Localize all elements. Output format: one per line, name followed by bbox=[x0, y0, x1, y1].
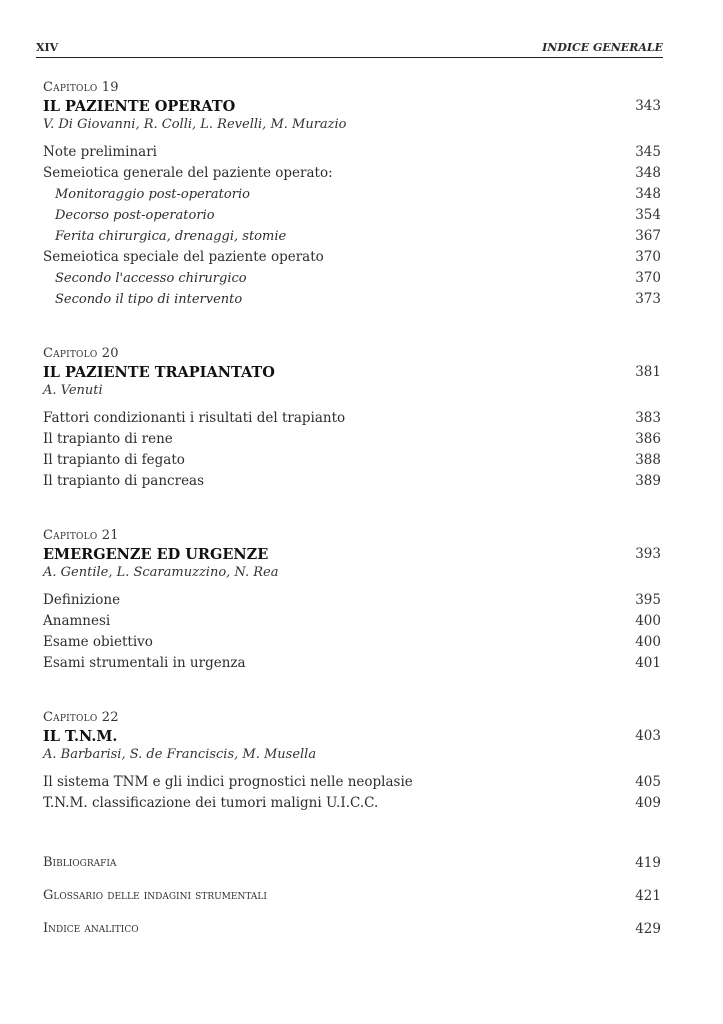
entry-text: Anamnesi bbox=[43, 613, 111, 629]
chapter-title: IL PAZIENTE OPERATO bbox=[43, 98, 236, 115]
entry-page: 354 bbox=[635, 207, 661, 223]
toc-subentry[interactable] bbox=[43, 226, 661, 247]
chapter-22 bbox=[43, 710, 661, 814]
toc-entry[interactable] bbox=[43, 772, 661, 793]
entry-page: 386 bbox=[635, 431, 661, 447]
entry-page: 373 bbox=[635, 291, 661, 307]
entry-page: 345 bbox=[635, 144, 661, 160]
entry-page: 419 bbox=[635, 855, 661, 871]
toc-subentry[interactable] bbox=[43, 289, 661, 310]
entry-text: Fattori condizionanti i risultati del trapianto bbox=[43, 410, 346, 426]
entry-page: 400 bbox=[635, 613, 661, 629]
chapter-label: Capitolo 20 bbox=[43, 346, 119, 361]
entry-page: 395 bbox=[635, 592, 661, 608]
chapter-authors: A. Gentile, L. Scaramuzzino, N. Rea bbox=[43, 565, 279, 580]
entry-text: Il sistema TNM e gli indici prognostici nelle neoplasie bbox=[43, 774, 413, 790]
toc-entry[interactable] bbox=[43, 653, 661, 674]
toc-entry[interactable] bbox=[43, 450, 661, 471]
entry-text: Monitoraggio post-operatorio bbox=[55, 187, 250, 202]
chapter-authors: A. Venuti bbox=[43, 383, 103, 398]
running-head bbox=[36, 41, 663, 57]
entry-text: Ferita chirurgica, drenaggi, stomie bbox=[55, 229, 287, 244]
chapter-title: IL T.N.M. bbox=[43, 728, 118, 745]
chapter-page: 403 bbox=[635, 728, 661, 744]
toc-subentry[interactable] bbox=[43, 205, 661, 226]
entry-page: 367 bbox=[635, 228, 661, 244]
chapter-title-row[interactable] bbox=[43, 96, 661, 116]
page-roman-numeral: XIV bbox=[36, 41, 59, 54]
entry-text: T.N.M. classificazione dei tumori maligni U.I.C.C. bbox=[43, 795, 379, 811]
entry-text: Note preliminari bbox=[43, 144, 157, 160]
chapter-title-row[interactable] bbox=[43, 544, 661, 564]
entry-page: 388 bbox=[635, 452, 661, 468]
chapter-19 bbox=[43, 80, 661, 310]
toc-entry[interactable] bbox=[43, 247, 661, 268]
chapter-page: 393 bbox=[635, 546, 661, 562]
chapter-authors: V. Di Giovanni, R. Colli, L. Revelli, M. Murazio bbox=[43, 117, 347, 132]
toc-entry[interactable] bbox=[43, 611, 661, 632]
entry-text: Definizione bbox=[43, 592, 121, 608]
toc-entry[interactable] bbox=[43, 793, 661, 814]
entry-page: 383 bbox=[635, 410, 661, 426]
chapter-label: Capitolo 19 bbox=[43, 80, 119, 95]
entry-page: 409 bbox=[635, 795, 661, 811]
chapter-21 bbox=[43, 528, 661, 674]
toc-bibliography[interactable] bbox=[43, 852, 661, 874]
toc-subentry[interactable] bbox=[43, 268, 661, 289]
entry-page: 348 bbox=[635, 186, 661, 202]
toc-entry[interactable] bbox=[43, 632, 661, 653]
entry-page: 400 bbox=[635, 634, 661, 650]
entry-page: 429 bbox=[635, 921, 661, 937]
toc-subentry[interactable] bbox=[43, 184, 661, 205]
toc-entry[interactable] bbox=[43, 590, 661, 611]
entry-text: Esami strumentali in urgenza bbox=[43, 655, 246, 671]
entry-text: Il trapianto di pancreas bbox=[43, 473, 205, 489]
entry-text: Decorso post-operatorio bbox=[55, 208, 215, 223]
header-rule bbox=[36, 57, 663, 58]
entry-text: Glossario delle indagini strumentali bbox=[43, 888, 267, 903]
entry-text: Il trapianto di rene bbox=[43, 431, 173, 447]
entry-text: Esame obiettivo bbox=[43, 634, 153, 650]
toc-entry[interactable] bbox=[43, 429, 661, 450]
toc-analytic-index[interactable] bbox=[43, 918, 661, 940]
chapter-title: IL PAZIENTE TRAPIANTATO bbox=[43, 364, 275, 381]
chapter-20 bbox=[43, 346, 661, 492]
toc-entry[interactable] bbox=[43, 142, 661, 163]
chapter-authors: A. Barbarisi, S. de Franciscis, M. Musella bbox=[43, 747, 317, 762]
chapter-label: Capitolo 22 bbox=[43, 710, 119, 725]
entry-text: Secondo l'accesso chirurgico bbox=[55, 271, 247, 286]
chapter-title-row[interactable] bbox=[43, 726, 661, 746]
entry-text: Secondo il tipo di intervento bbox=[55, 292, 243, 307]
entry-page: 421 bbox=[635, 888, 661, 904]
entry-page: 370 bbox=[635, 270, 661, 286]
entry-page: 348 bbox=[635, 165, 661, 181]
entry-text: Bibliografia bbox=[43, 855, 117, 870]
chapter-page: 343 bbox=[635, 98, 661, 114]
toc-entry[interactable] bbox=[43, 471, 661, 492]
entry-text: Indice analitico bbox=[43, 921, 139, 936]
entry-text: Semeiotica generale del paziente operato: bbox=[43, 165, 333, 181]
entry-text: Semeiotica speciale del paziente operato bbox=[43, 249, 324, 265]
chapter-page: 381 bbox=[635, 364, 661, 380]
chapter-label: Capitolo 21 bbox=[43, 528, 119, 543]
entry-page: 370 bbox=[635, 249, 661, 265]
entry-text: Il trapianto di fegato bbox=[43, 452, 185, 468]
running-title: INDICE GENERALE bbox=[542, 41, 663, 54]
toc-glossary[interactable] bbox=[43, 885, 661, 907]
entry-page: 401 bbox=[635, 655, 661, 671]
back-matter bbox=[43, 852, 661, 951]
chapter-title: EMERGENZE ED URGENZE bbox=[43, 546, 269, 563]
entry-page: 389 bbox=[635, 473, 661, 489]
toc-entry[interactable] bbox=[43, 408, 661, 429]
toc-entry[interactable] bbox=[43, 163, 661, 184]
entry-page: 405 bbox=[635, 774, 661, 790]
chapter-title-row[interactable] bbox=[43, 362, 661, 382]
